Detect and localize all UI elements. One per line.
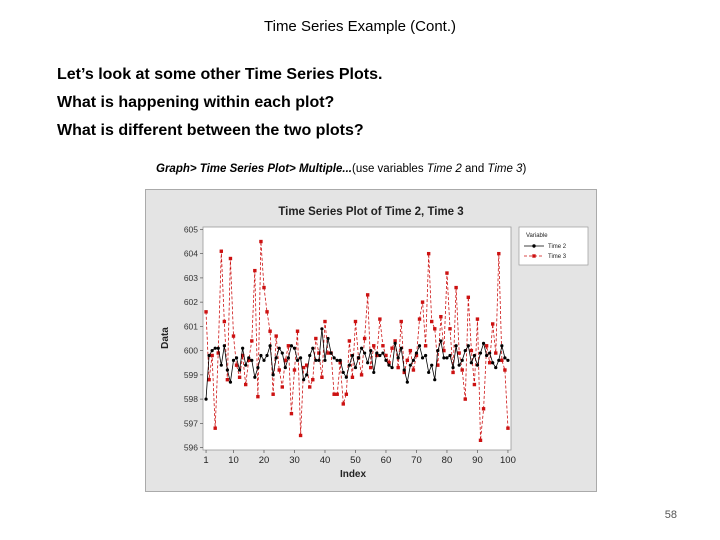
data-point [281, 351, 284, 354]
data-point [253, 269, 256, 272]
data-point [293, 347, 296, 350]
data-point [394, 342, 397, 345]
question-2: What is happening within each plot? [57, 94, 335, 111]
data-point [339, 359, 342, 362]
data-point [342, 402, 345, 405]
data-point [464, 397, 467, 400]
data-point [479, 439, 482, 442]
data-point [247, 356, 250, 359]
data-point [412, 359, 415, 362]
data-point [333, 356, 336, 359]
data-point [308, 385, 311, 388]
y-tick-label: 604 [183, 248, 198, 259]
y-tick-label: 600 [183, 345, 198, 356]
data-point [461, 368, 464, 371]
data-point [369, 366, 372, 369]
data-point [305, 373, 308, 376]
data-point [427, 371, 430, 374]
data-point [348, 364, 351, 367]
data-point [336, 359, 339, 362]
data-point [421, 356, 424, 359]
data-point [497, 252, 500, 255]
data-point [217, 347, 220, 350]
data-point [445, 356, 448, 359]
x-tick-label: 100 [500, 455, 516, 466]
data-point [390, 366, 393, 369]
data-point [433, 378, 436, 381]
data-point [323, 359, 326, 362]
data-point [436, 349, 439, 352]
data-point [274, 334, 277, 337]
data-point [326, 337, 329, 340]
data-point [268, 330, 271, 333]
data-point [482, 407, 485, 410]
data-point [409, 349, 412, 352]
slide-title: Time Series Example (Cont.) [264, 18, 456, 35]
data-point [320, 327, 323, 330]
data-point [457, 351, 460, 354]
data-point [473, 354, 476, 357]
x-tick-label: 90 [472, 455, 483, 466]
data-point [244, 383, 247, 386]
data-point [213, 426, 216, 429]
data-point [207, 354, 210, 357]
data-point [366, 361, 369, 364]
data-point [363, 351, 366, 354]
x-axis-label: Index [339, 469, 367, 480]
data-point [494, 366, 497, 369]
legend-label: Time 2 [548, 244, 567, 250]
data-point [220, 250, 223, 253]
data-point [256, 366, 259, 369]
data-point [354, 320, 357, 323]
data-point [250, 339, 253, 342]
var-time3: Time 3 [487, 163, 523, 175]
data-point [284, 366, 287, 369]
data-point [345, 393, 348, 396]
data-point [375, 351, 378, 354]
data-point [503, 356, 506, 359]
y-tick-label: 596 [183, 442, 198, 453]
data-point [488, 351, 491, 354]
data-point [455, 344, 458, 347]
data-point [326, 351, 329, 354]
data-point [418, 317, 421, 320]
data-point [317, 359, 320, 362]
data-point [211, 349, 214, 352]
menu-path: Graph> Time Series Plot> Multiple... [156, 163, 352, 175]
data-point [272, 373, 275, 376]
data-point [335, 393, 338, 396]
data-point [308, 354, 311, 357]
data-point [296, 359, 299, 362]
data-point [214, 347, 217, 350]
y-tick-label: 601 [183, 321, 198, 332]
data-point [281, 385, 284, 388]
data-point [250, 359, 253, 362]
data-point [238, 376, 241, 379]
data-point [424, 344, 427, 347]
legend-marker [532, 244, 535, 247]
data-point [427, 252, 430, 255]
data-point [473, 383, 476, 386]
data-point [363, 337, 366, 340]
x-tick-label: 1 [203, 455, 209, 466]
data-point [360, 373, 363, 376]
data-point [381, 351, 384, 354]
data-point [406, 381, 409, 384]
y-tick-label: 599 [183, 369, 198, 380]
data-point [479, 351, 482, 354]
data-point [223, 320, 226, 323]
time-series-chart [146, 190, 596, 491]
data-point [314, 359, 317, 362]
data-point [494, 351, 497, 354]
y-tick-label: 602 [183, 297, 198, 308]
data-point [451, 371, 454, 374]
data-point [421, 300, 424, 303]
data-point [287, 356, 290, 359]
question-3: What is different between the two plots? [57, 122, 364, 139]
data-point [500, 344, 503, 347]
data-point [467, 344, 470, 347]
data-point [497, 359, 500, 362]
data-point [458, 364, 461, 367]
data-point [345, 376, 348, 379]
chart-frame [145, 189, 597, 492]
data-point [311, 378, 314, 381]
data-point [470, 349, 473, 352]
data-point [430, 364, 433, 367]
data-point [351, 376, 354, 379]
legend-label: Time 3 [548, 254, 567, 260]
data-point [232, 359, 235, 362]
data-point [439, 315, 442, 318]
y-tick-label: 605 [183, 224, 198, 235]
data-point [290, 412, 293, 415]
data-point [323, 320, 326, 323]
data-point [366, 293, 369, 296]
data-point [354, 366, 357, 369]
data-point [448, 354, 451, 357]
legend-marker [532, 254, 535, 257]
data-point [412, 368, 415, 371]
data-point [384, 359, 387, 362]
data-point [262, 359, 265, 362]
data-point [476, 317, 479, 320]
data-point [241, 347, 244, 350]
data-point [454, 286, 457, 289]
data-point [287, 344, 290, 347]
data-point [390, 346, 393, 349]
data-point [400, 347, 403, 350]
data-point [311, 347, 314, 350]
data-point [372, 344, 375, 347]
x-axis [203, 450, 515, 466]
data-point [229, 257, 232, 260]
page-number: 58 [664, 509, 677, 521]
data-point [488, 361, 491, 364]
data-point [430, 320, 433, 323]
data-point [381, 344, 384, 347]
data-point [506, 426, 509, 429]
data-point [372, 371, 375, 374]
data-point [506, 359, 509, 362]
y-axis [184, 224, 203, 452]
data-point [369, 349, 372, 352]
question-1: Let’s look at some other Time Series Plots. [57, 66, 383, 83]
data-point [226, 368, 229, 371]
x-tick-label: 60 [380, 455, 392, 466]
data-point [433, 327, 436, 330]
data-point [378, 354, 381, 357]
data-point [271, 393, 274, 396]
data-point [329, 351, 332, 354]
instruction-line [156, 163, 526, 175]
data-point [396, 366, 399, 369]
data-point [342, 371, 345, 374]
y-tick-label: 598 [183, 394, 198, 405]
note-prefix: (use variables [351, 163, 427, 175]
data-point [299, 434, 302, 437]
data-point [244, 364, 247, 367]
x-tick-label: 50 [350, 455, 361, 466]
data-point [296, 330, 299, 333]
data-point [439, 339, 442, 342]
data-point [268, 344, 271, 347]
data-point [400, 320, 403, 323]
data-point [238, 368, 241, 371]
data-point [204, 397, 207, 400]
data-point [235, 356, 238, 359]
data-point [278, 347, 281, 350]
data-point [278, 368, 281, 371]
data-point [275, 356, 278, 359]
data-point [229, 381, 232, 384]
x-tick-label: 70 [411, 455, 422, 466]
data-point [262, 286, 265, 289]
data-point [351, 354, 354, 357]
var-time2: Time 2 [426, 163, 462, 175]
data-point [442, 356, 445, 359]
data-point [491, 322, 494, 325]
data-point [448, 327, 451, 330]
data-point [470, 361, 473, 364]
data-point [403, 368, 406, 371]
data-point [451, 366, 454, 369]
data-point [232, 334, 235, 337]
x-tick-label: 40 [319, 455, 331, 466]
data-point [265, 354, 268, 357]
data-point [418, 344, 421, 347]
data-point [485, 344, 488, 347]
y-tick-label: 597 [183, 418, 198, 429]
note-suffix: ) [522, 163, 527, 175]
note-mid: and [461, 163, 488, 175]
chart-title: Time Series Plot of Time 2, Time 3 [278, 206, 464, 218]
data-point [387, 364, 390, 367]
data-point [445, 271, 448, 274]
data-point [253, 376, 256, 379]
data-point [204, 310, 207, 313]
data-point [360, 347, 363, 350]
data-point [378, 317, 381, 320]
data-point [424, 354, 427, 357]
data-point [482, 342, 485, 345]
data-point [320, 376, 323, 379]
data-point [476, 364, 479, 367]
data-point [259, 354, 262, 357]
data-point [314, 337, 317, 340]
data-point [207, 378, 210, 381]
y-axis-label: Data [160, 327, 171, 349]
legend [519, 227, 588, 265]
data-point [290, 344, 293, 347]
data-point [357, 356, 360, 359]
data-point [223, 344, 226, 347]
data-point [348, 339, 351, 342]
data-point [226, 378, 229, 381]
data-point [210, 354, 213, 357]
x-tick-label: 80 [441, 455, 453, 466]
data-point [256, 395, 259, 398]
data-point [500, 359, 503, 362]
data-point [409, 364, 412, 367]
x-tick-label: 20 [258, 455, 270, 466]
data-point [299, 356, 302, 359]
data-point [464, 349, 467, 352]
data-point [332, 393, 335, 396]
y-tick-label: 603 [183, 272, 198, 283]
data-point [491, 361, 494, 364]
data-point [485, 354, 488, 357]
data-point [220, 364, 223, 367]
data-point [265, 310, 268, 313]
data-point [415, 351, 418, 354]
data-point [467, 296, 470, 299]
data-point [293, 368, 296, 371]
data-point [461, 359, 464, 362]
data-point [397, 356, 400, 359]
data-point [406, 359, 409, 362]
data-point [259, 240, 262, 243]
data-point [302, 378, 305, 381]
legend-title: Variable [526, 233, 548, 239]
x-tick-label: 30 [289, 455, 300, 466]
x-tick-label: 10 [228, 455, 239, 466]
data-point [503, 368, 506, 371]
